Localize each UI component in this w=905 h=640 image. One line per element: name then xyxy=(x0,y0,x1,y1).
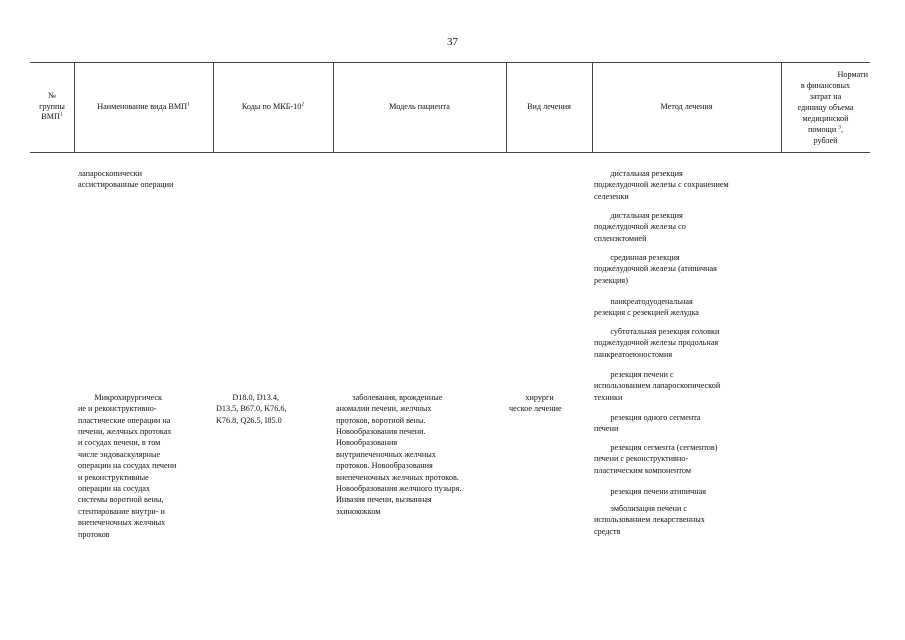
norm-line: затрат на xyxy=(809,91,842,101)
row2-icd-codes: D18.0, D13.4, D13.5, B67.0, K76.6, K76.8, Q26.5, I85.0 xyxy=(216,392,287,425)
header-vmp-name: Наименование вида ВМП$^1$ xyxy=(97,101,190,111)
header-patient-model: Модель пациента xyxy=(389,101,450,111)
header-treatment-type: Вид лечения xyxy=(527,101,571,111)
header-icd-codes: Коды по МКБ-$10^2$ xyxy=(241,101,305,111)
row2-treatment-type: хирурги ческое лечение xyxy=(509,392,562,414)
header-group-number xyxy=(30,62,74,152)
row2-patient-model: заболевания, врожденные аномалии печени, желчных протоков, воротной вены. Новообразования печени. Новообразования внутрипеченочных желчных протоков. Новообразования внепеченочных желчных протоков. Новообразования желчного пузыря. Инвазия печени, вызванная эхинококком xyxy=(336,392,462,516)
row2-method-3: резекция сегмента (сегментов) печени с реконструктивно- пластическим компонентом xyxy=(594,443,718,475)
norm-line: Нормати xyxy=(837,69,868,79)
row2-method-2: резекция одного сегмента печени xyxy=(594,413,701,434)
header-bottom-rule xyxy=(30,152,870,153)
row2-vmp-name: Микрохирургическ ие и реконструктивно- пластические операции на печени, желчных протоках и сосудах печени, в том числе эндоваскулярные операции на сосудах печени и реконструктивные операции на сосудах системы воротной вены, стентирование внутри- и внепеченочных желчных протоков xyxy=(78,392,177,539)
header-group-number-line: группы xyxy=(39,101,65,111)
header-group-number-line: № xyxy=(48,91,56,101)
row1-method-5: субтотальная резекция головки поджелудочной железы продольная панкреатоеюностомия xyxy=(594,327,720,359)
page-number: 37 xyxy=(447,36,458,48)
norm-line: медицинской xyxy=(802,113,849,123)
header-group-number-line: ВМП$^1$ xyxy=(41,111,63,122)
header-financial-norm xyxy=(781,62,870,152)
row1-vmp-name: лапароскопически ассистированные операции xyxy=(78,169,174,190)
row1-method-2: дистальная резекция поджелудочной железы со спленэктомией xyxy=(594,211,686,243)
row2-method-1: резекция печени с использованием лапароскопической техники xyxy=(594,370,721,402)
row2-method-4: резекция печени атипичная xyxy=(594,487,707,496)
row2-method-5: эмболизация печени с использованием лекарственных средств xyxy=(594,504,705,536)
norm-line: в финансовых xyxy=(800,80,851,90)
row1-method-4: панкреатодуоденальная резекция с резекцией желудка xyxy=(594,297,699,318)
row1-method-1: дистальная резекция поджелудочной железы с сохранением селезенки xyxy=(594,169,729,201)
header-treatment-method: Метод лечения xyxy=(660,101,713,111)
norm-line: рублей xyxy=(813,135,838,145)
norm-line: помощи $^3$, xyxy=(807,123,844,134)
row1-method-3: срединная резекция поджелудочной железы (атипичная резекция) xyxy=(594,253,717,285)
norm-line: единицу объема xyxy=(797,102,854,112)
